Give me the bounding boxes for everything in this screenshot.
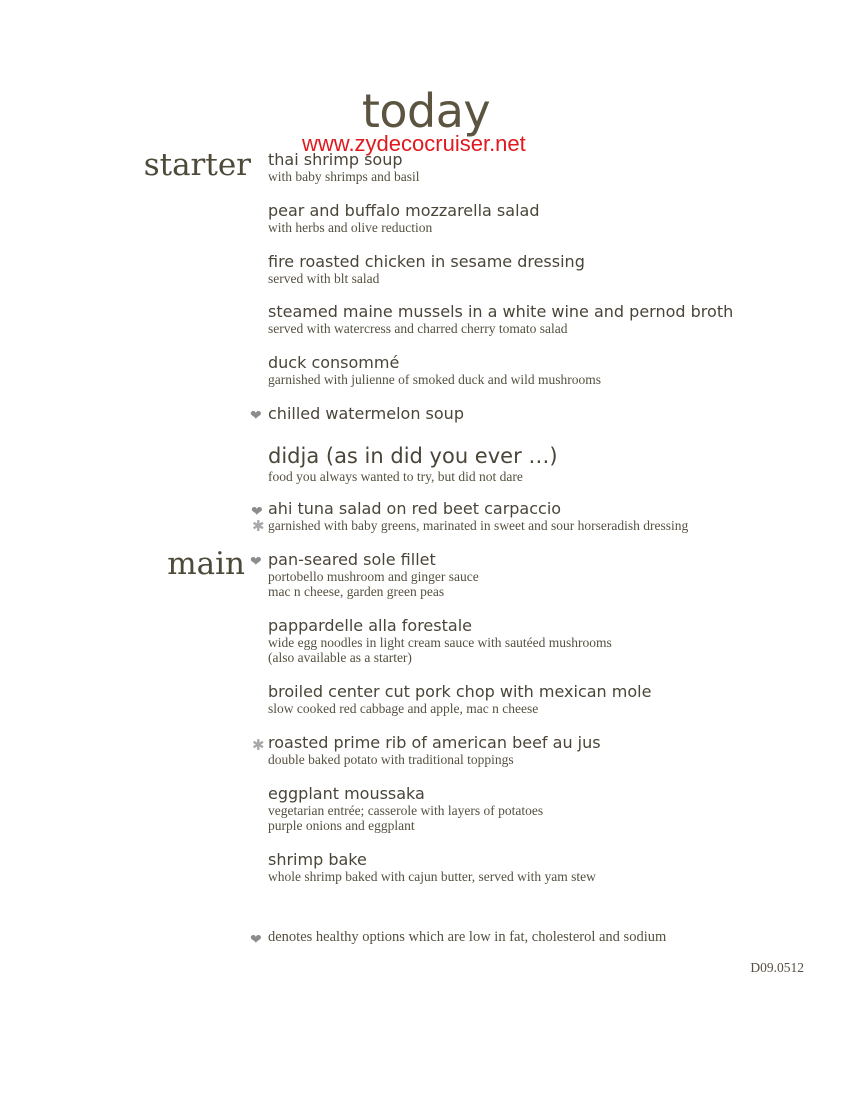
menu-item bbox=[268, 500, 828, 533]
item-title: thai shrimp soup bbox=[268, 150, 403, 169]
asterisk-icon: ✱ bbox=[252, 736, 265, 754]
item-description: with herbs and olive reduction bbox=[268, 220, 433, 235]
menu-item bbox=[268, 405, 828, 423]
item-title: broiled center cut pork chop with mexican mole bbox=[268, 682, 652, 701]
heart-icon: ❤ bbox=[250, 932, 262, 948]
item-title: roasted prime rib of american beef au jus bbox=[268, 733, 601, 752]
item-description: vegetarian entrée; casserole with layers of potatoes bbox=[268, 803, 544, 818]
item-title: didja (as in did you ever …) bbox=[268, 444, 558, 468]
menu-item bbox=[268, 202, 828, 235]
item-description: double baked potato with traditional toppings bbox=[268, 752, 514, 767]
menu-item bbox=[268, 734, 828, 767]
item-title: shrimp bake bbox=[268, 850, 367, 869]
menu-item bbox=[268, 851, 828, 884]
menu-item bbox=[268, 354, 828, 387]
item-title: pappardelle alla forestale bbox=[268, 616, 472, 635]
item-description: purple onions and eggplant bbox=[268, 818, 415, 833]
section-label-starter: starter bbox=[143, 147, 251, 183]
item-title: eggplant moussaka bbox=[268, 784, 425, 803]
item-title: pear and buffalo mozzarella salad bbox=[268, 201, 540, 220]
menu-item bbox=[268, 551, 828, 599]
item-description: (also available as a starter) bbox=[268, 650, 412, 665]
item-title: steamed maine mussels in a white wine and pernod broth bbox=[268, 302, 734, 321]
item-description: garnished with baby greens, marinated in sweet and sour horseradish dressing bbox=[268, 518, 689, 533]
watermark: www.zydecocruiser.net bbox=[302, 131, 526, 156]
section-label-main: main bbox=[167, 546, 245, 582]
asterisk-icon: ✱ bbox=[252, 517, 265, 535]
heart-icon: ❤ bbox=[250, 408, 262, 424]
menu-item bbox=[268, 617, 828, 665]
item-title: ahi tuna salad on red beet carpaccio bbox=[268, 499, 562, 518]
item-title: fire roasted chicken in sesame dressing bbox=[268, 252, 585, 271]
item-description: slow cooked red cabbage and apple, mac n cheese bbox=[268, 701, 539, 716]
item-description: served with watercress and charred cherry tomato salad bbox=[268, 321, 568, 336]
heart-icon: ❤ bbox=[250, 554, 262, 570]
item-description: portobello mushroom and ginger sauce bbox=[268, 569, 479, 584]
item-description: with baby shrimps and basil bbox=[268, 169, 420, 184]
item-description: mac n cheese, garden green peas bbox=[268, 584, 445, 599]
item-description: food you always wanted to try, but did not dare bbox=[268, 469, 523, 484]
item-description: whole shrimp baked with cajun butter, served with yam stew bbox=[268, 869, 596, 884]
item-description: served with blt salad bbox=[268, 271, 380, 286]
heart-icon: ❤ bbox=[251, 504, 263, 520]
menu-item bbox=[268, 443, 828, 484]
document-code: D09.0512 bbox=[750, 960, 804, 975]
menu-item bbox=[268, 683, 828, 716]
item-description: wide egg noodles in light cream sauce with sautéed mushrooms bbox=[268, 635, 612, 650]
item-title: chilled watermelon soup bbox=[268, 404, 464, 423]
menu-item bbox=[268, 253, 828, 286]
page-title: today bbox=[361, 84, 491, 138]
footnote: denotes healthy options which are low in fat, cholesterol and sodium bbox=[268, 929, 667, 945]
item-description: garnished with julienne of smoked duck and wild mushrooms bbox=[268, 372, 601, 387]
menu-item bbox=[268, 151, 828, 184]
item-title: pan-seared sole fillet bbox=[268, 550, 436, 569]
item-title: duck consommé bbox=[268, 353, 400, 372]
menu-item bbox=[268, 303, 828, 336]
menu-item bbox=[268, 785, 828, 833]
